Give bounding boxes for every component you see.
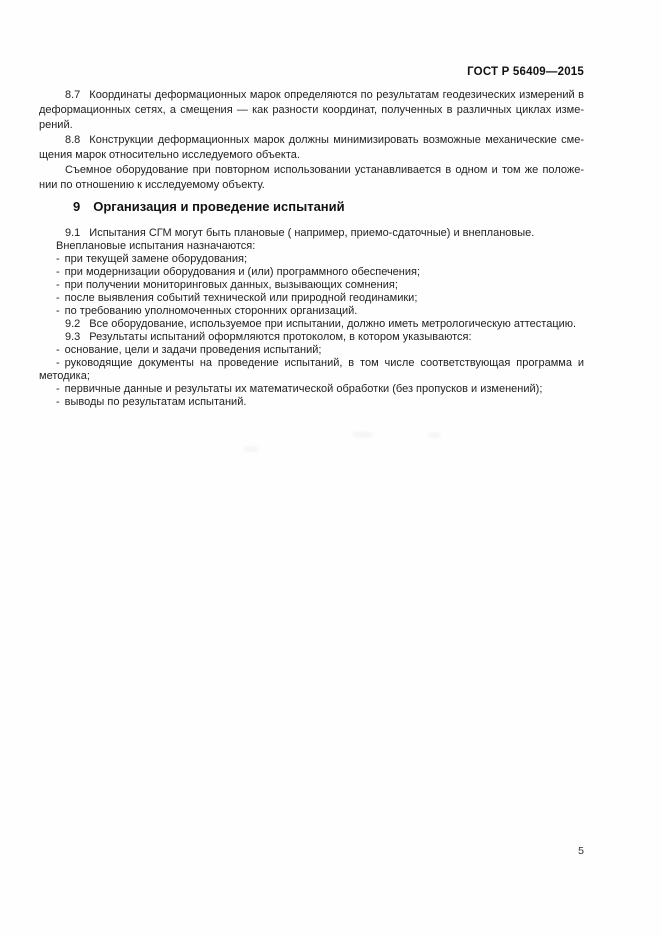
dash-marker: - xyxy=(56,396,60,408)
paragraph-8-7 xyxy=(39,88,584,133)
dash-marker: - xyxy=(56,279,60,291)
clause-number: 8.7 xyxy=(65,89,81,101)
dash-marker: - xyxy=(56,292,60,304)
paragraph-text: Все оборудование, используемое при испытании, должно иметь метрологическую аттестацию. xyxy=(89,318,577,330)
dash-marker: - xyxy=(56,357,60,369)
scan-smudge xyxy=(243,446,259,452)
page-number: 5 xyxy=(578,845,584,857)
paragraph-text: Конструкции деформационных марок должны минимизировать возможные механические смещения марок относительно исследуемого объекта. xyxy=(39,134,584,161)
paragraph-text: Результаты испытаний оформляются протоколом, в котором указываются: xyxy=(89,331,472,343)
list-item xyxy=(39,279,584,292)
list-item xyxy=(39,253,584,266)
list-item xyxy=(39,305,584,318)
list-item-text: при модернизации оборудования и (или) программного обеспечения; xyxy=(64,266,421,278)
list-item xyxy=(39,357,584,383)
paragraph-9-1 xyxy=(39,227,584,240)
paragraph-text: Координаты деформационных марок определяются по результатам геодезических измерений в деформационных сетях, а смещения — как разности координат, полученных в различных циклах измерений. xyxy=(39,89,584,131)
list-item-text: первичные данные и результаты их математической обработки (без пропусков и изменений); xyxy=(64,383,543,395)
list-item xyxy=(39,344,584,357)
running-header: ГОСТ Р 56409—2015 xyxy=(467,66,584,78)
list-item xyxy=(39,266,584,279)
paragraph-8-8 xyxy=(39,133,584,163)
list-item-text: при текущей замене оборудования; xyxy=(64,253,248,265)
scan-smudge xyxy=(427,432,441,438)
list-item xyxy=(39,383,584,396)
clause-number: 9.1 xyxy=(65,227,81,239)
dash-marker: - xyxy=(56,253,60,265)
unplanned-tests-intro: Внеплановые испытания назначаются: xyxy=(56,240,256,252)
list-item xyxy=(39,292,584,305)
list-item-text: руководящие документы на проведение испытаний, в том числе соответствующая программа и методика; xyxy=(39,357,584,382)
list-item-text: основание, цели и задачи проведения испытаний; xyxy=(64,344,322,356)
dash-marker: - xyxy=(56,266,60,278)
section-number: 9 xyxy=(73,199,81,214)
clause-number: 9.2 xyxy=(65,318,81,330)
clause-number: 9.3 xyxy=(65,331,81,343)
dash-marker: - xyxy=(56,344,60,356)
section-9-heading xyxy=(39,199,584,215)
paragraph-removable-equipment: Съемное оборудование при повторном использовании устанавливается в одном и том же положении по отношению к исследуемому объекту. xyxy=(39,164,584,191)
dash-marker: - xyxy=(56,383,60,395)
scan-smudge xyxy=(352,431,374,438)
section-title: Организация и проведение испытаний xyxy=(93,199,345,214)
clause-number: 8.8 xyxy=(65,134,81,146)
page-body xyxy=(39,88,584,409)
list-item-text: при получении мониторинговых данных, вызывающих сомнения; xyxy=(64,279,398,291)
list-item-text: после выявления событий технической или природной геодинамики; xyxy=(64,292,418,304)
paragraph-text: Испытания СГМ могут быть плановые ( например, приемо-сдаточные) и внеплановые. xyxy=(89,227,535,239)
paragraph-9-3 xyxy=(39,331,584,344)
list-item-text: выводы по результатам испытаний. xyxy=(64,396,247,408)
paragraph-9-2 xyxy=(39,318,584,331)
list-item-text: по требованию уполномоченных сторонних организаций. xyxy=(64,305,358,317)
dash-marker: - xyxy=(56,305,60,317)
list-item xyxy=(39,396,584,409)
